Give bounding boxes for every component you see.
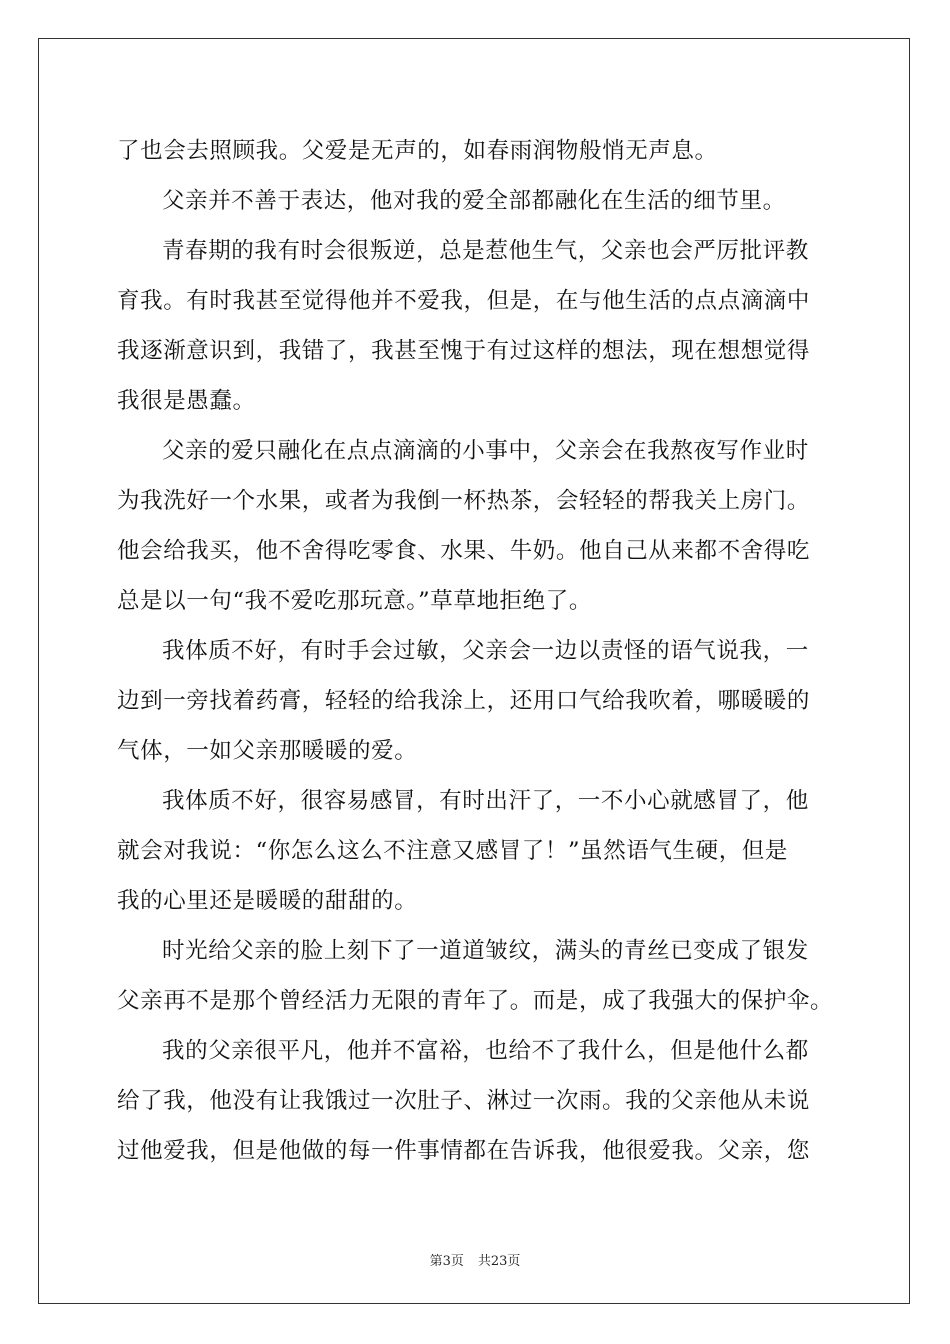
- text-line: 了也会去照顾我。父爱是无声的，如春雨润物般悄无声息。: [117, 138, 718, 164]
- text-line: 过他爱我，但是他做的每一件事情都在告诉我，他很爱我。父亲，您: [117, 1138, 811, 1164]
- text-line: 我逐渐意识到，我错了，我甚至愧于有过这样的想法，现在想想觉得: [117, 338, 811, 364]
- text-line: 父亲并不善于表达，他对我的爱全部都融化在生活的细节里。: [162, 188, 786, 214]
- text-line: 给了我，他没有让我饿过一次肚子、淋过一次雨。我的父亲他从未说: [117, 1088, 811, 1114]
- text-line: 我的心里还是暖暖的甜甜的。: [117, 888, 418, 914]
- text-line: 我的父亲很平凡，他并不富裕，也给不了我什么，但是他什么都: [162, 1038, 809, 1064]
- text-line: 时光给父亲的脸上刻下了一道道皱纹，满头的青丝已变成了银发: [162, 938, 809, 964]
- text-line: 父亲再不是那个曾经活力无限的青年了。而是，成了我强大的保护伞。: [117, 988, 833, 1014]
- text-line: 我体质不好，很容易感冒，有时出汗了，一不小心就感冒了，他: [162, 788, 809, 814]
- document-body: [117, 126, 833, 1176]
- text-line: 就会对我说：“你怎么这么不注意又感冒了！”虽然语气生硬，但是: [117, 838, 789, 864]
- text-line: 总是以一句“我不爱吃那玩意。”草草地拒绝了。: [117, 588, 592, 614]
- text-line: 青春期的我有时会很叛逆，总是惹他生气，父亲也会严厉批评教: [162, 238, 809, 264]
- text-line: 气体，一如父亲那暖暖的爱。: [117, 738, 418, 764]
- text-line: 我体质不好，有时手会过敏，父亲会一边以责怪的语气说我，一: [162, 638, 809, 664]
- page-total: 共23页: [477, 1254, 521, 1269]
- page-footer: [0, 1250, 950, 1269]
- text-line: 为我洗好一个水果，或者为我倒一杯热茶，会轻轻的帮我关上房门。: [117, 488, 811, 514]
- text-line: 他会给我买，他不舍得吃零食、水果、牛奶。他自己从来都不舍得吃: [117, 538, 811, 564]
- page-number: 第3页: [429, 1254, 464, 1269]
- text-line: 我很是愚蠢。: [117, 388, 256, 414]
- text-line: 育我。有时我甚至觉得他并不爱我，但是，在与他生活的点点滴滴中: [117, 288, 811, 314]
- text-line: 边到一旁找着药膏，轻轻的给我涂上，还用口气给我吹着，哪暖暖的: [117, 688, 811, 714]
- text-line: 父亲的爱只融化在点点滴滴的小事中，父亲会在我熬夜写作业时: [162, 438, 809, 464]
